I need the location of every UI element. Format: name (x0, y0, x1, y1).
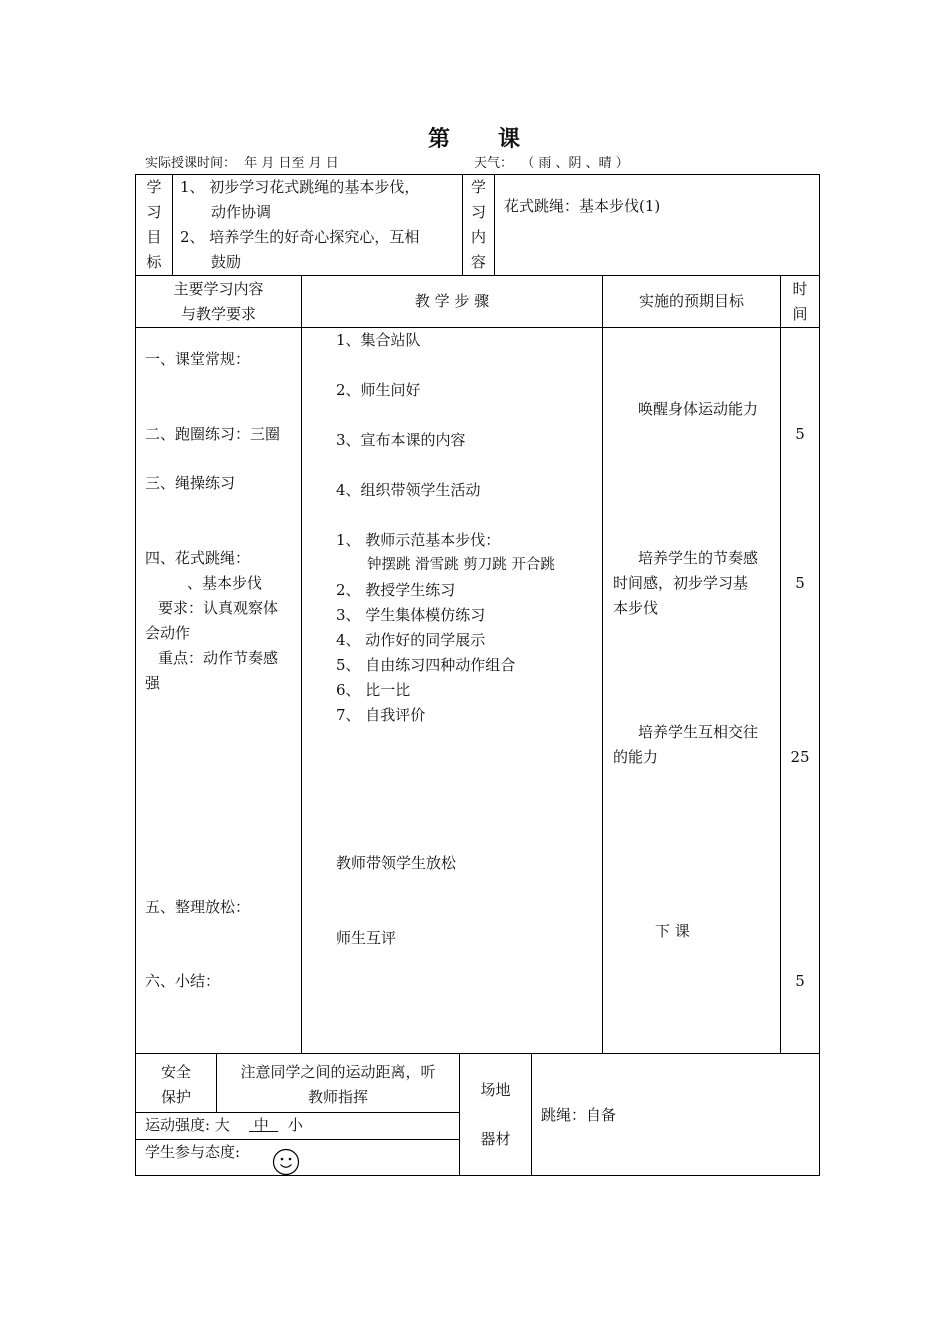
step-a4: 4、组织带领学生活动 (336, 481, 481, 499)
smiley-icon (272, 1148, 300, 1176)
section-relax: 五、整理放松： (145, 898, 251, 916)
equipment-text: 跳绳：自备 (541, 1106, 617, 1124)
header-time: 时 间 (792, 280, 808, 323)
step-a2: 2、师生问好 (336, 381, 421, 399)
step-a3: 3、宣布本课的内容 (336, 431, 466, 449)
section-running: 二、跑圈练习：三圈 (145, 425, 281, 443)
content-label: 学 习 内 容 (470, 178, 486, 271)
time-3: 25 (790, 748, 810, 766)
time-4: 5 (795, 972, 805, 990)
section-fancy-rope: 四、花式跳绳： 、基本步伐 要求：认真观察体 会动作 重点：动作节奏感 强 (145, 549, 279, 692)
intensity: 运动强度: 大 中 小 (145, 1116, 303, 1134)
safety-text: 注意同学之间的运动距离，听 教师指挥 (240, 1063, 436, 1106)
time-2: 5 (795, 574, 805, 592)
safety-label: 安全 保护 (160, 1063, 191, 1106)
header-teaching-steps: 教 学 步 骤 (414, 292, 490, 310)
time-1: 5 (795, 425, 805, 443)
header-expected-goal: 实施的预期目标 (638, 292, 744, 310)
learning-goals: 1、 初步学习花式跳绳的基本步伐， 动作协调 2、 培养学生的好奇心探究心，互相 鼓励 (180, 178, 420, 271)
goal-4: 下 课 (655, 922, 690, 940)
page-title: 第 课 (427, 126, 523, 152)
step-c2: 师生互评 (336, 929, 397, 947)
goal-1: 唤醒身体运动能力 (638, 400, 759, 418)
section-summary: 六、小结： (145, 972, 221, 990)
goal-2: 培养学生的节奏感 时间感，初步学习基 本步伐 (613, 549, 759, 617)
step-c1: 教师带领学生放松 (336, 854, 457, 872)
weather: 天气： （ 雨 、阴 、晴 ） (474, 156, 629, 171)
header-main-content: 主要学习内容 与教学要求 (173, 280, 264, 323)
lesson-time: 实际授课时间： 年 月 日至 月 日 (145, 156, 339, 171)
step-b-list: 1、 教师示范基本步伐： 钟摆跳 滑雪跳 剪刀跳 开合跳 2、 教授学生练习 3、 学生集体模仿练习 4、 动作好的同学展示 5、 自由练习四种动作组合 6、 比一比 7、 自我评价 (336, 531, 555, 724)
venue-label: 场地 (480, 1081, 511, 1099)
goal-label: 学 习 目 标 (146, 178, 162, 271)
equipment-label: 器材 (480, 1130, 511, 1148)
attitude-label: 学生参与态度: (145, 1143, 241, 1161)
section-routine: 一、课堂常规： (145, 350, 251, 368)
learning-content: 花式跳绳：基本步伐(1) (504, 197, 661, 215)
section-rope-exercise: 三、绳操练习 (145, 474, 236, 492)
step-a1: 1、集合站队 (336, 331, 421, 349)
goal-3: 培养学生互相交往 的能力 (613, 723, 759, 766)
